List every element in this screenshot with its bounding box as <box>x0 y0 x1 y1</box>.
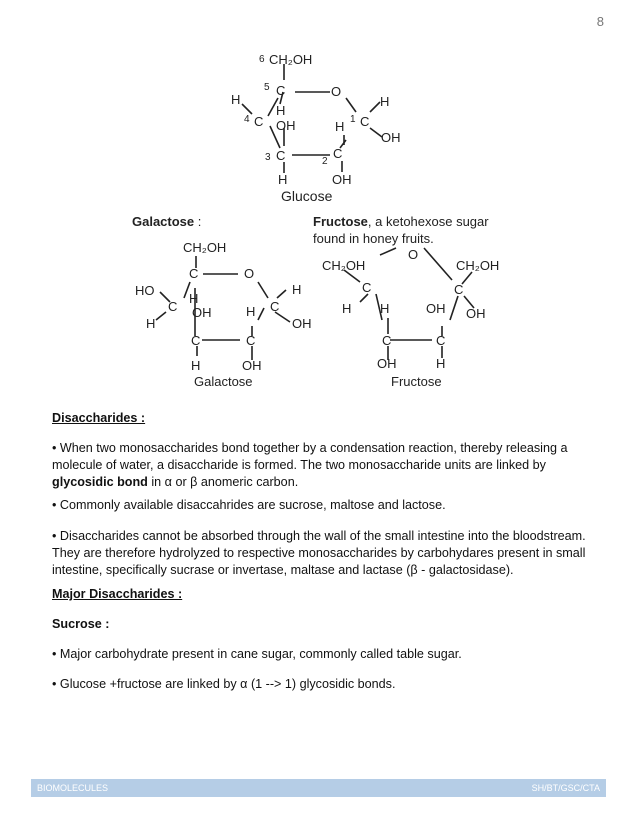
fructose-ch2oh-right: CH₂OH <box>456 258 500 273</box>
galactose-c4-ho: HO <box>135 283 155 298</box>
glucose-c1: C <box>360 114 370 129</box>
glucose-c3-label: 3 <box>265 152 271 163</box>
glucose-c4-h: H <box>231 92 241 107</box>
paragraph-cane-sugar: • Major carbohydrate present in cane sugar, commonly called table sugar. <box>52 647 462 661</box>
galactose-c1: C <box>270 299 280 314</box>
galactose-c4-h: H <box>146 316 156 331</box>
galactose-c2-oh: OH <box>242 358 262 373</box>
paragraph-linkage: • Glucose +fructose are linked by α (1 --> 1) glycosidic bonds. <box>52 677 396 691</box>
footer-right: SH/BT/GSC/CTA <box>531 783 600 793</box>
fructose-c5-oh: OH <box>466 306 486 321</box>
fructose-c4-oh: OH <box>426 301 446 316</box>
glucose-ring-oxygen: O <box>331 84 342 99</box>
galactose-header: Galactose : <box>132 214 202 229</box>
footer-left: BIOMOLECULES <box>37 783 109 793</box>
fructose-c3-oh: OH <box>377 356 397 371</box>
fructose-c3-h: H <box>380 301 390 316</box>
paragraph-common: • Commonly available disaccahrides are sucrose, maltose and lactose. <box>52 498 446 512</box>
galactose-ring-oxygen: O <box>244 266 255 281</box>
glucose-name: Glucose <box>281 188 333 204</box>
glucose-c1-label: 1 <box>350 114 356 125</box>
glucose-c3: C <box>276 148 286 163</box>
glucose-c2: C <box>333 146 343 161</box>
glucose-c1-h-top: H <box>380 94 390 109</box>
fructose-c4-h: H <box>436 356 446 371</box>
fructose-c5: C <box>454 282 464 297</box>
glucose-c1-oh: OH <box>381 130 401 145</box>
galactose-c4: C <box>168 299 178 314</box>
glucose-c4: C <box>254 114 264 129</box>
galactose-ch2oh: CH₂OH <box>183 240 227 255</box>
disaccharides-heading: Disaccharides : <box>52 411 146 425</box>
galactose-c3: C <box>191 333 201 348</box>
paragraph-absorption: • Disaccharides cannot be absorbed through the wall of the small intestine into the bloodstream. They are therefore hydrolyzed to respective monosaccharides by carbohydares present in small intestine, specifically sucrase or invertase, maltase and lactase (β - galactosidase). <box>52 529 586 577</box>
glucose-c5: C <box>276 83 286 98</box>
glucose-ch2oh: CH₂OH <box>269 52 313 67</box>
galactose-c2: C <box>246 333 256 348</box>
glucose-c4-label: 4 <box>244 114 250 125</box>
galactose-name: Galactose <box>194 374 253 389</box>
glucose-c5-h: H <box>276 103 286 118</box>
page-number: 8 <box>596 14 604 29</box>
fructose-name: Fructose <box>391 374 442 389</box>
galactose-c5: C <box>189 266 199 281</box>
glucose-c2-label: 2 <box>322 156 328 167</box>
galactose-c1-h: H <box>292 282 302 297</box>
sucrose-heading: Sucrose : <box>52 617 110 631</box>
galactose-c1-oh: OH <box>292 316 312 331</box>
glucose-c5-label: 5 <box>264 82 270 93</box>
glucose-c2-oh: OH <box>332 172 352 187</box>
galactose-c1-h-ring: H <box>246 304 256 319</box>
footer-bar <box>31 779 606 797</box>
galactose-c4-oh: OH <box>192 305 212 320</box>
fructose-ring-oxygen: O <box>408 247 419 262</box>
fructose-c3: C <box>382 333 392 348</box>
glucose-c1-h: H <box>335 119 345 134</box>
paragraph-condensation: • When two monosaccharides bond together by a condensation reaction, thereby releasing a molecule of water, a disaccharide is formed. The two monosaccharide units are linked by glycosidic bond in α or β anomeric carbon. <box>52 441 568 489</box>
structures-figure <box>0 0 638 410</box>
major-disaccharides-heading: Major Disaccharides : <box>52 587 183 601</box>
fructose-c2-h: H <box>342 301 352 316</box>
fructose-c4: C <box>436 333 446 348</box>
galactose-c5-h: H <box>189 291 199 306</box>
glucose-c6-label: 6 <box>259 54 265 65</box>
fructose-header: Fructose, a ketohexose sugar <box>313 214 489 229</box>
glucose-c4-oh: OH <box>276 118 296 133</box>
galactose-c3-h: H <box>191 358 201 373</box>
fructose-header-line2: found in honey fruits. <box>313 231 434 246</box>
glucose-c3-h: H <box>278 172 288 187</box>
fructose-ch2oh-left: CH₂OH <box>322 258 366 273</box>
glycosidic-bond-term: glycosidic bond <box>52 475 148 489</box>
fructose-c2: C <box>362 280 372 295</box>
